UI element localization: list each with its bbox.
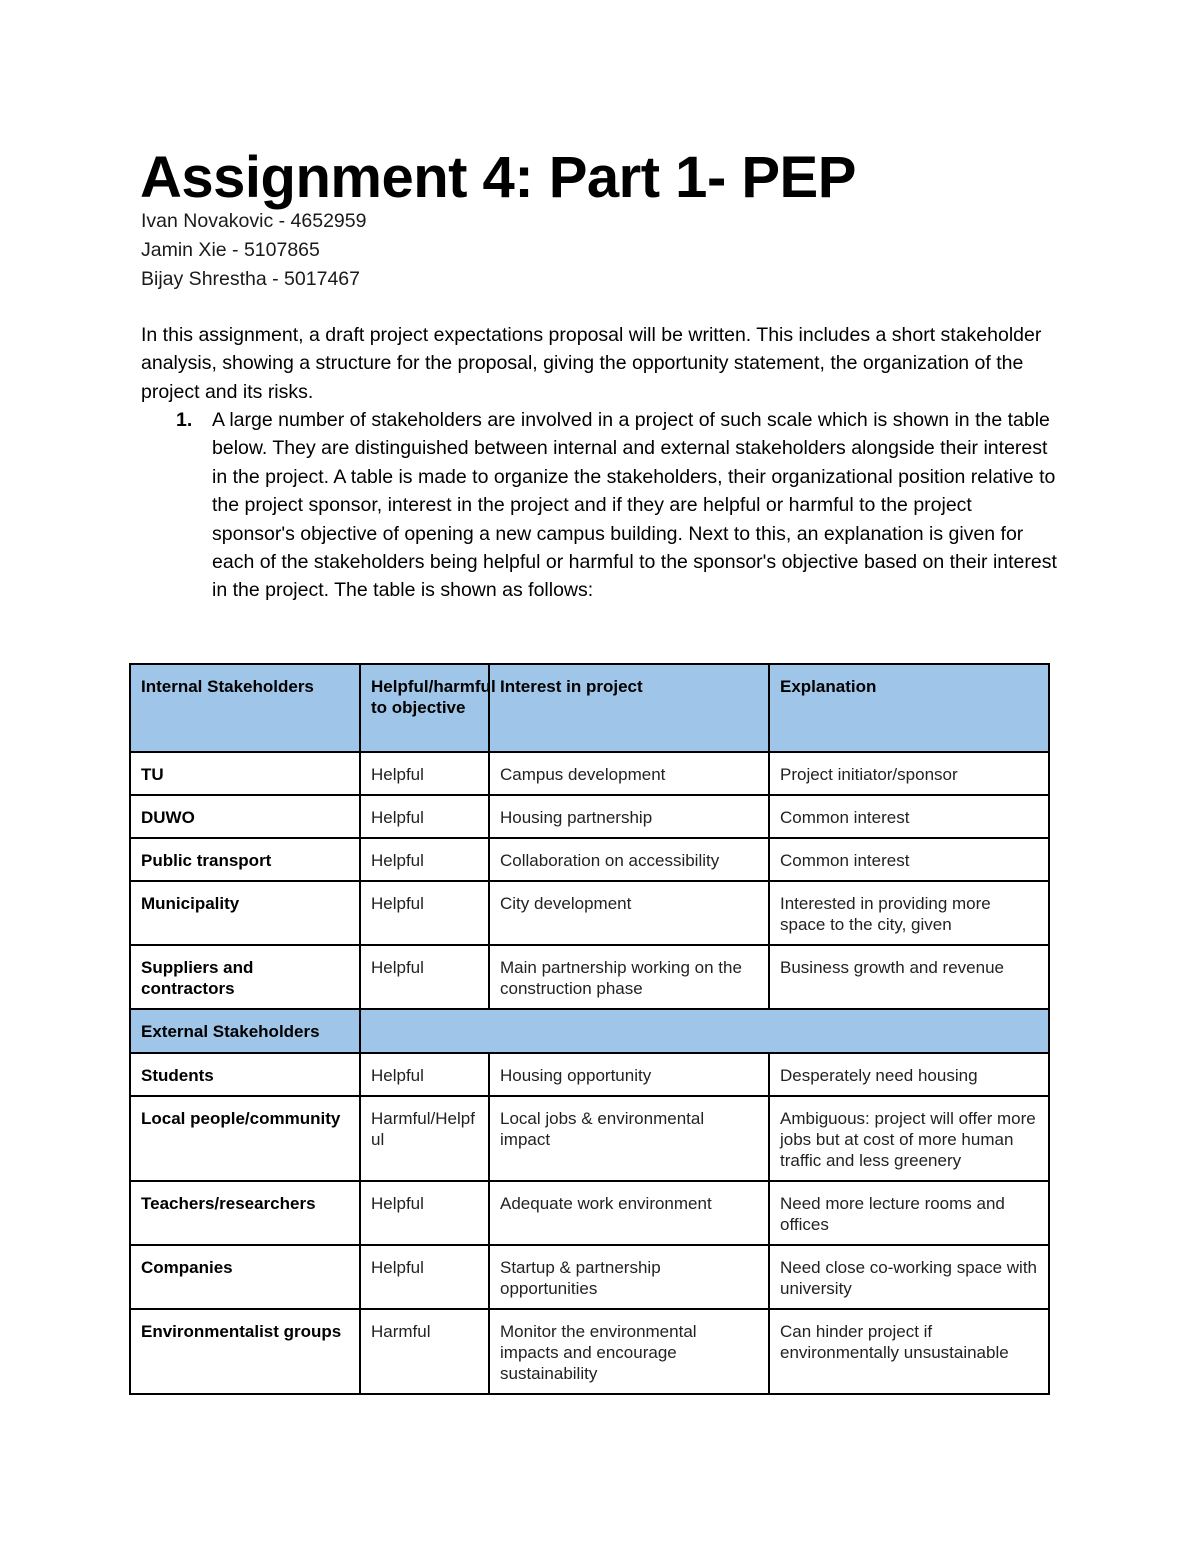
helpful-harmful-cell: Helpful <box>360 752 489 795</box>
list-number: 1. <box>176 409 193 431</box>
table-row <box>130 881 1049 945</box>
interest-cell: Housing opportunity <box>489 1053 769 1096</box>
explanation-cell: Business growth and revenue <box>769 945 1049 1009</box>
author-line: Ivan Novakovic - 4652959 <box>141 210 367 232</box>
helpful-harmful-cell: Harmful/Helpful <box>360 1096 489 1181</box>
explanation-cell: Project initiator/sponsor <box>769 752 1049 795</box>
external-section-row <box>130 1009 1049 1053</box>
interest-cell: Startup & partnership opportunities <box>489 1245 769 1309</box>
stakeholder-name: Teachers/researchers <box>130 1181 360 1245</box>
explanation-cell: Need close co-working space with university <box>769 1245 1049 1309</box>
header-interest: Interest in project <box>489 664 769 752</box>
stakeholder-table <box>129 663 1050 1395</box>
explanation-cell: Common interest <box>769 838 1049 881</box>
helpful-harmful-cell: Helpful <box>360 1245 489 1309</box>
table-row <box>130 1181 1049 1245</box>
explanation-cell: Need more lecture rooms and offices <box>769 1181 1049 1245</box>
section-header-fill <box>360 1009 1049 1053</box>
explanation-cell: Ambiguous: project will offer more jobs but at cost of more human traffic and less greenery <box>769 1096 1049 1181</box>
table-row <box>130 1245 1049 1309</box>
document-title: Assignment 4: Part 1- PEP <box>140 145 856 210</box>
table-row <box>130 945 1049 1009</box>
explanation-cell: Desperately need housing <box>769 1053 1049 1096</box>
stakeholder-name: Companies <box>130 1245 360 1309</box>
external-stakeholders-header: External Stakeholders <box>130 1009 360 1053</box>
stakeholder-name: TU <box>130 752 360 795</box>
table-row <box>130 1053 1049 1096</box>
table-header-row <box>130 664 1049 752</box>
table-row <box>130 1309 1049 1394</box>
header-internal-stakeholders: Internal Stakeholders <box>130 664 360 752</box>
intro-paragraph: In this assignment, a draft project expectations proposal will be written. This includes a short stakeholder analysis, showing a structure for the proposal, giving the opportunity statement, the organization of the project and its risks. <box>141 324 1042 403</box>
author-line: Jamin Xie - 5107865 <box>141 239 320 261</box>
stakeholder-name: Local people/community <box>130 1096 360 1181</box>
interest-cell: Local jobs & environmental impact <box>489 1096 769 1181</box>
stakeholder-name: Students <box>130 1053 360 1096</box>
interest-cell: Housing partnership <box>489 795 769 838</box>
stakeholder-name: Municipality <box>130 881 360 945</box>
table-row <box>130 795 1049 838</box>
interest-cell: City development <box>489 881 769 945</box>
helpful-harmful-cell: Helpful <box>360 945 489 1009</box>
author-line: Bijay Shrestha - 5017467 <box>141 268 360 290</box>
helpful-harmful-cell: Helpful <box>360 1181 489 1245</box>
interest-cell: Monitor the environmental impacts and encourage sustainability <box>489 1309 769 1394</box>
stakeholder-name: DUWO <box>130 795 360 838</box>
explanation-cell: Interested in providing more space to the city, given <box>769 881 1049 945</box>
helpful-harmful-cell: Helpful <box>360 881 489 945</box>
interest-cell: Campus development <box>489 752 769 795</box>
header-helpful-harmful: Helpful/harmful to objective <box>360 664 489 752</box>
helpful-harmful-cell: Helpful <box>360 795 489 838</box>
stakeholder-name: Environmentalist groups <box>130 1309 360 1394</box>
header-explanation: Explanation <box>769 664 1049 752</box>
table-row <box>130 838 1049 881</box>
helpful-harmful-cell: Helpful <box>360 1053 489 1096</box>
interest-cell: Main partnership working on the construction phase <box>489 945 769 1009</box>
author-list <box>141 207 366 294</box>
explanation-cell: Common interest <box>769 795 1049 838</box>
stakeholder-name: Suppliers and contractors <box>130 945 360 1009</box>
table-row <box>130 1096 1049 1181</box>
list-item-text: A large number of stakeholders are involved in a project of such scale which is shown in the table below. They are distinguished between internal and external stakeholders alongside their interest in the project. A table is made to organize the stakeholders, their organizational position relative to the project sponsor, interest in the project and if they are helpful or harmful to the project sponsor's objective of opening a new campus building. Next to this, an explanation is given for each of the stakeholders being helpful or harmful to the sponsor's objective based on their interest in the project. The table is shown as follows: <box>212 409 1057 602</box>
helpful-harmful-cell: Harmful <box>360 1309 489 1394</box>
interest-cell: Adequate work environment <box>489 1181 769 1245</box>
interest-cell: Collaboration on accessibility <box>489 838 769 881</box>
table-row <box>130 752 1049 795</box>
stakeholder-name: Public transport <box>130 838 360 881</box>
helpful-harmful-cell: Helpful <box>360 838 489 881</box>
explanation-cell: Can hinder project if environmentally unsustainable <box>769 1309 1049 1394</box>
numbered-list-item <box>141 406 1061 605</box>
